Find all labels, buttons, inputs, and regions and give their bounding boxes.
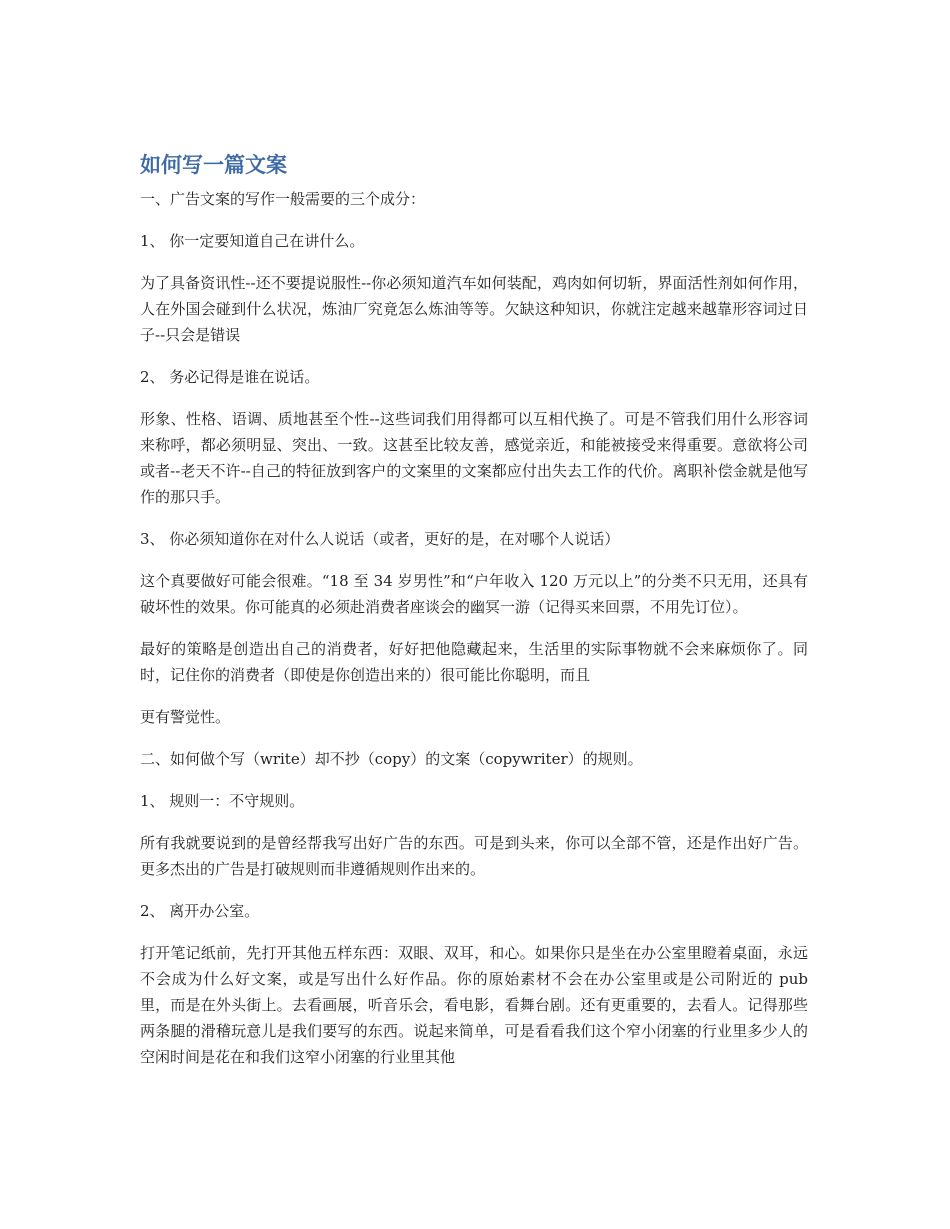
point-heading: 2、 务必记得是谁在说话。 [140,368,320,386]
document-title: 如何写一篇文案 [140,153,287,177]
point-heading: 1、 规则一：不守规则。 [140,792,305,810]
body-paragraph: 形象、性格、语调、质地甚至个性--这些词我们用得都可以互相代换了。可是不管我们用什么形容词来称呼，都必须明显、突出、一致。这甚至比较友善，感觉亲近，和能被接受来得重要。意欲将公司或者--老天不许--自己的特征放到客户的文案里的文案都应付出失去工作的代价。离职补偿金就是他写作的那只手。 [140,410,808,506]
body-paragraph: 所有我就要说到的是曾经帮我写出好广告的东西。可是到头来，你可以全部不管，还是作出好广告。更多杰出的广告是打破规则而非遵循规则作出来的。 [140,834,808,878]
section-heading: 二、如何做个写（write）却不抄（copy）的文案（copywriter）的规则。 [140,750,643,768]
body-paragraph: 打开笔记纸前，先打开其他五样东西：双眼、双耳，和心。如果你只是坐在办公室里瞪着桌面，永远不会成为什么好文案，或是写出什么好作品。你的原始素材不会在办公室里或是公司附近的 pub 里，而是在外头街上。去看画展，听音乐会，看电影，看舞台剧。还有更重要的，去看人。记得那些两条腿的滑稽玩意儿是我们要写的东西。说起来简单，可是看看我们这个窄小闭塞的行业里多少人的空闲时间是花在和我们这窄小闭塞的行业里其他 [140,944,808,1066]
body-paragraph: 最好的策略是创造出自己的消费者，好好把他隐藏起来，生活里的实际事物就不会来麻烦你了。同时，记住你的消费者（即使是你创造出来的）很可能比你聪明，而且 [140,640,808,684]
section-heading: 一、广告文案的写作一般需要的三个成分： [140,190,426,208]
body-paragraph: 为了具备资讯性--还不要提说服性--你必须知道汽车如何装配，鸡肉如何切斩，界面活性剂如何作用，人在外国会碰到什么状况，炼油厂究竟怎么炼油等等。欠缺这种知识，你就注定越来越靠形容词过日子--只会是错误 [140,274,808,344]
point-heading: 2、 离开办公室。 [140,902,260,920]
body-paragraph: 这个真要做好可能会很难。“18 至 34 岁男性”和“户年收入 120 万元以上”的分类不只无用，还具有破坏性的效果。你可能真的必须赴消费者座谈会的幽冥一游（记得买来回票，不用先订位）。 [140,572,808,616]
body-paragraph: 更有警觉性。 [140,708,231,726]
document-page [140,150,808,1086]
point-heading: 3、 你必须知道你在对什么人说话（或者，更好的是，在对哪个人说话） [140,530,620,548]
point-heading: 1、 你一定要知道自己在讲什么。 [140,232,365,250]
